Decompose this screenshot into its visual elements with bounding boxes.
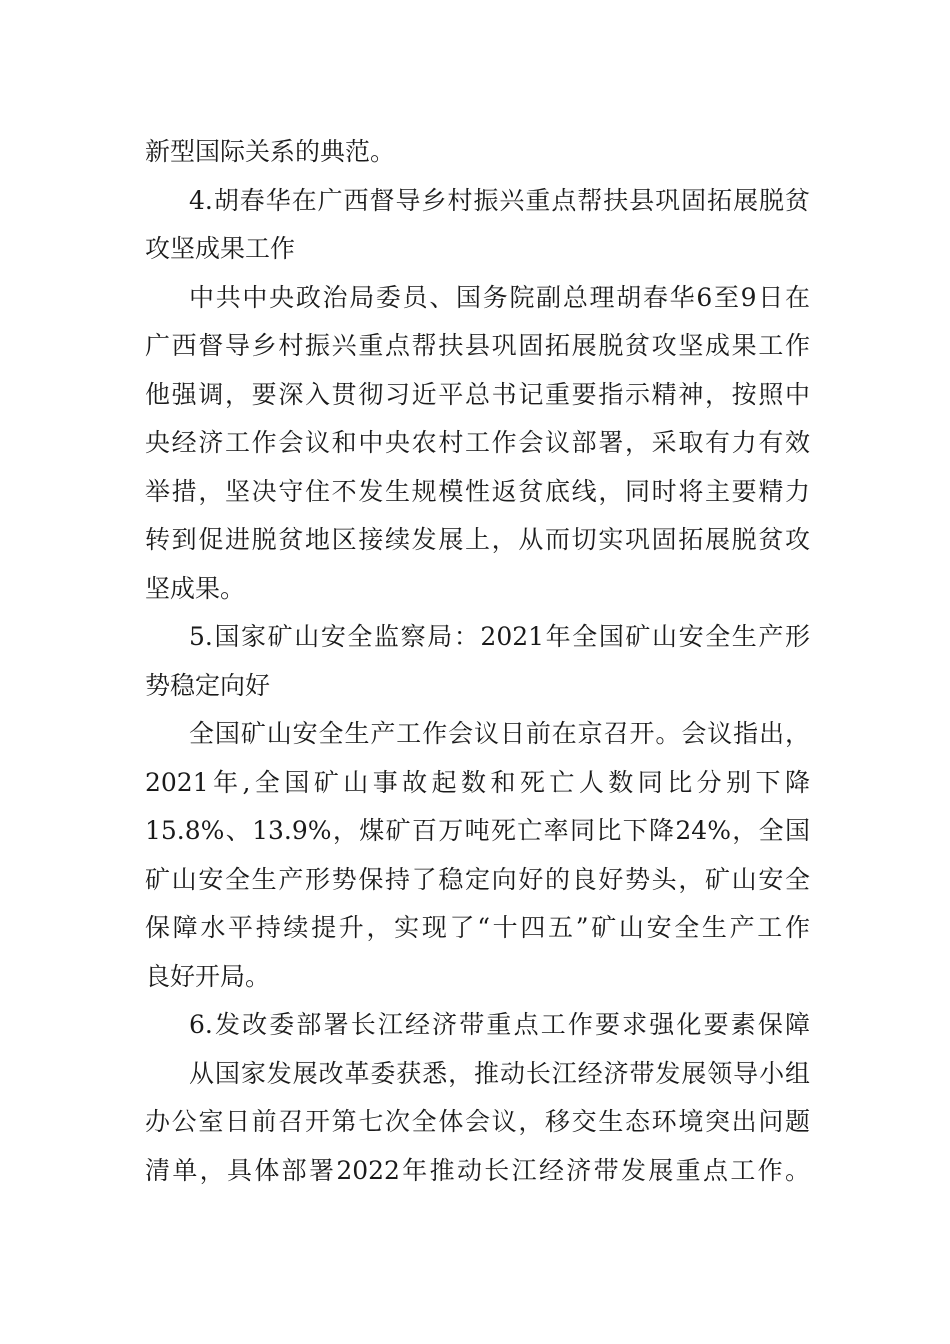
body-line: 举措，坚决守住不发生规模性返贫底线，同时将主要精力: [145, 476, 810, 506]
body-line: 2021年,全国矿山事故起数和死亡人数同比分别下降: [145, 767, 810, 797]
heading-item-4: 4.胡春华在广西督导乡村振兴重点帮扶县巩固拓展脱贫: [189, 185, 810, 215]
body-line: 坚成果。: [145, 573, 246, 603]
body-line: 央经济工作会议和中央农村工作会议部署，采取有力有效: [145, 428, 810, 457]
heading-item-4-cont: 攻坚成果工作: [145, 234, 296, 263]
body-line: 新型国际关系的典范。: [145, 137, 396, 166]
body-line: 全国矿山安全生产工作会议日前在京召开。会议指出，: [189, 719, 810, 748]
body-line: 良好开局。: [145, 961, 271, 991]
heading-item-5: 5.国家矿山安全监察局：2021年全国矿山安全生产形: [189, 622, 810, 651]
body-line: 广西督导乡村振兴重点帮扶县巩固拓展脱贫攻坚成果工作: [145, 331, 810, 360]
body-line: 保障水平持续提升，实现了“十四五”矿山安全生产工作: [145, 913, 810, 942]
body-line: 从国家发展改革委获悉，推动长江经济带发展领导小组: [189, 1058, 810, 1088]
body-line: 15.8%、13.9%，煤矿百万吨死亡率同比下降24%，全国: [145, 816, 810, 845]
body-line: 中共中央政治局委员、国务院副总理胡春华6至9日在: [189, 282, 810, 312]
heading-item-5-cont: 势稳定向好: [145, 670, 271, 700]
body-line: 矿山安全生产形势保持了稳定向好的良好势头，矿山安全: [145, 864, 810, 894]
heading-item-6: 6.发改委部署长江经济带重点工作要求强化要素保障: [189, 1010, 810, 1039]
body-line: 转到促进脱贫地区接续发展上，从而切实巩固拓展脱贫攻: [145, 525, 810, 554]
body-line: 他强调，要深入贯彻习近平总书记重要指示精神，按照中: [145, 379, 810, 409]
document-body: [145, 128, 810, 1195]
body-line: 清单，具体部署2022年推动长江经济带发展重点工作。: [145, 1155, 810, 1185]
body-line: 办公室日前召开第七次全体会议，移交生态环境突出问题: [145, 1107, 810, 1136]
